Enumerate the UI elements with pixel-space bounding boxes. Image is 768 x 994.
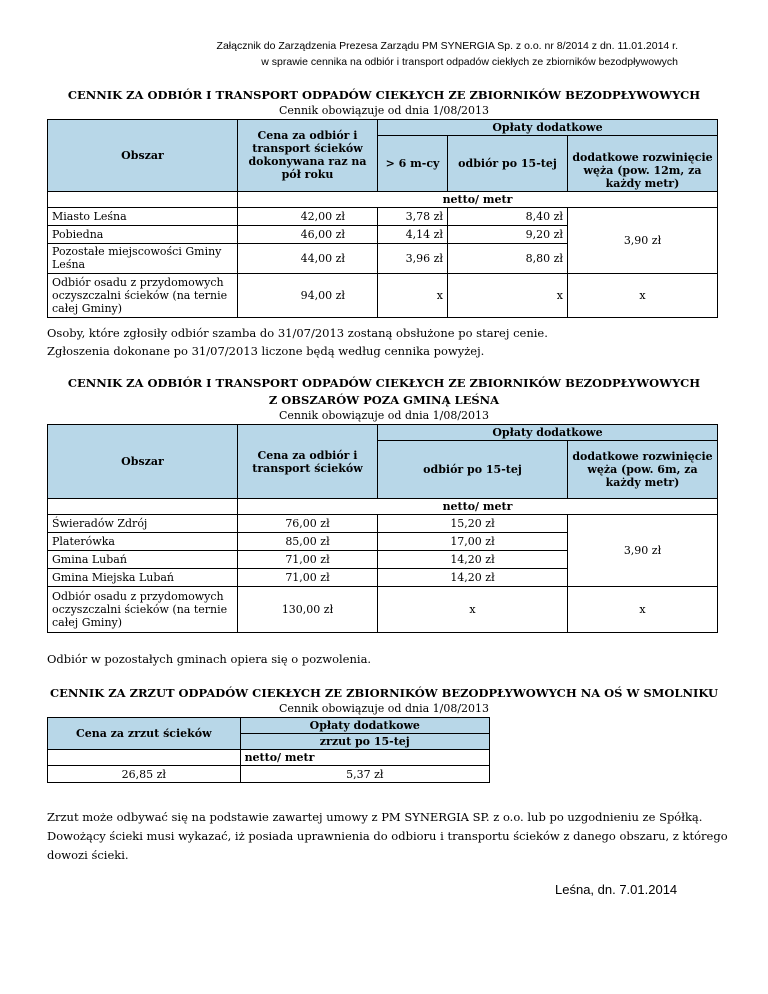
t2-header-extra: Opłaty dodatkowe — [378, 425, 718, 441]
notes-2: Odbiór w pozostałych gminach opiera się o pozwolenia. — [47, 652, 372, 666]
table2-valid-from: Cennik obowiązuje od dnia 1/08/2013 — [278, 409, 490, 422]
table-row: Gmina Miejska Lubań 71,00 zł 14,20 zł — [48, 569, 718, 587]
t1-hose-price: 3,90 zł — [568, 207, 718, 273]
t2-header-price: Cena za odbiór i transport ścieków — [238, 425, 378, 499]
t1-header-hose: dodatkowe rozwinięcie węża (pow. 12m, za każdy metr) — [568, 150, 718, 192]
t1-header-area: Obszar — [48, 120, 238, 192]
table-row: Pozostałe miejscowości Gminy Leśna 44,00 zł 3,96 zł 8,80 zł — [48, 243, 718, 273]
table-row: Pobiedna 46,00 zł 4,14 zł 9,20 zł — [48, 225, 718, 243]
t1-header-extra: Opłaty dodatkowe — [378, 120, 718, 136]
t2-hose-price: 3,90 zł — [568, 515, 718, 587]
table1-valid-from: Cennik obowiązuje od dnia 1/08/2013 — [278, 104, 490, 117]
document-header — [217, 38, 678, 70]
table2-title: CENNIK ZA ODBIÓR I TRANSPORT ODPADÓW CIEKŁYCH ZE ZBIORNIKÓW BEZODPŁYWOWYCH — [67, 376, 701, 390]
table-row: Miasto Leśna 42,00 zł 3,78 zł 8,40 zł 3,90 zł — [48, 207, 718, 225]
table-row: 26,85 zł 5,37 zł — [48, 766, 490, 783]
price-table-1 — [47, 119, 718, 318]
notes-1: Osoby, które zgłosiły odbiór szamba do 31/07/2013 zostaną obsłużone po starej cenie. Zgłoszenia dokonane po 31/07/2013 liczone będą według cennika powyżej. — [47, 326, 548, 358]
place-date: Leśna, dn. 7.01.2014 — [555, 882, 678, 897]
table1-title: CENNIK ZA ODBIÓR I TRANSPORT ODPADÓW CIEKŁYCH ZE ZBIORNIKÓW BEZODPŁYWOWYCH — [67, 88, 701, 102]
t3-netto-label: netto/ metr — [240, 750, 489, 766]
t1-header-15: odbiór po 15-tej — [448, 136, 568, 192]
table-row: Świeradów Zdrój 76,00 zł 15,20 zł 3,90 zł — [48, 515, 718, 533]
notes-3: Zrzut może odbywać się na podstawie zawartej umowy z PM SYNERGIA SP. z o.o. lub po uzgodnieniu ze Spółką. Dowożący ścieki musi wykazać, iż posiada uprawnienia do odbioru i transportu ścieków z danego obszaru, z którego dowozi ścieki. — [47, 810, 728, 862]
table-row: Platerówka 85,00 zł 17,00 zł — [48, 533, 718, 551]
t2-netto-label: netto/ metr — [238, 499, 718, 515]
t3-header-15: zrzut po 15-tej — [240, 734, 489, 750]
table-row: Odbiór osadu z przydomowych oczyszczalni ścieków (na ternie całej Gminy) 94,00 zł x x x — [48, 273, 718, 317]
table3-title: CENNIK ZA ZRZUT ODPADÓW CIEKŁYCH ZE ZBIORNIKÓW BEZODPŁYWOWYCH NA OŚ W SMOLNIKU — [49, 686, 719, 700]
t3-header-extra: Opłaty dodatkowe — [240, 718, 489, 734]
header-line-2: w sprawie cennika na odbiór i transport odpadów ciekłych ze zbiorników bezodpływowych — [261, 56, 678, 68]
table2-subtitle: Z OBSZARÓW POZA GMINĄ LEŚNA — [268, 393, 500, 407]
t1-header-price: Cena za odbiór i transport ścieków dokonywana raz na pół roku — [238, 120, 378, 192]
table-row: Odbiór osadu z przydomowych oczyszczalni ścieków (na ternie całej Gminy) 130,00 zł x x — [48, 587, 718, 633]
t2-header-hose: dodatkowe rozwinięcie węża (pow. 6m, za każdy metr) — [568, 441, 718, 499]
t1-netto-label: netto/ metr — [238, 191, 718, 207]
t2-header-15: odbiór po 15-tej — [378, 441, 568, 499]
header-line-1: Załącznik do Zarządzenia Prezesa Zarządu PM SYNERGIA Sp. z o.o. nr 8/2014 z dn. 11.01.2014 r. — [216, 40, 678, 52]
t2-header-area: Obszar — [48, 425, 238, 499]
t1-header-6m: > 6 m-cy — [378, 136, 448, 192]
table-row: Gmina Lubań 71,00 zł 14,20 zł — [48, 551, 718, 569]
t3-header-price: Cena za zrzut ścieków — [48, 718, 241, 750]
table3-valid-from: Cennik obowiązuje od dnia 1/08/2013 — [278, 702, 490, 715]
price-table-2 — [47, 424, 718, 633]
price-table-3 — [47, 717, 490, 783]
